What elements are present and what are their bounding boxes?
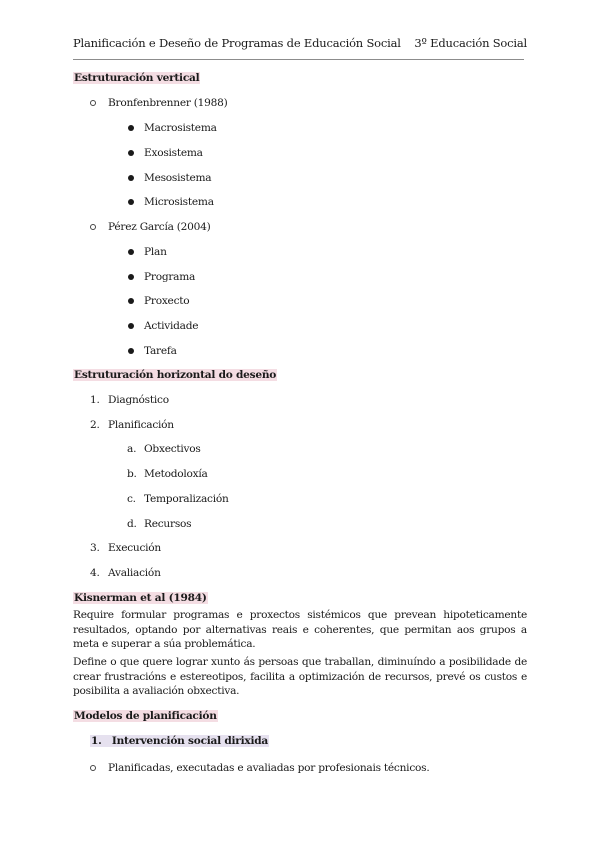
list-letter: d. xyxy=(127,518,137,530)
open-circle-bullet-icon xyxy=(90,765,96,771)
list-number: 4. xyxy=(90,567,100,579)
page-header xyxy=(73,36,527,52)
list-letter: b. xyxy=(127,468,137,480)
list-item: Recursos xyxy=(144,518,192,530)
filled-bullet-icon xyxy=(128,348,134,354)
paragraph-kisnerman-1: Require formular programas e proxectos sistémicos que prevean hipoteticamente resultados, optando por alternativas reais e coherentes, que permitan aos grupos a meta e superar a súa problemática. xyxy=(73,609,527,650)
header-divider xyxy=(73,59,524,60)
list-letter: a. xyxy=(127,443,137,455)
filled-bullet-icon xyxy=(128,249,134,255)
list-item-execucion: Execución xyxy=(108,542,162,554)
list-item: Metodoloxía xyxy=(144,468,208,480)
list-number: 3. xyxy=(90,542,100,554)
list-item: Temporalización xyxy=(144,493,229,505)
filled-bullet-icon xyxy=(128,125,134,131)
list-item: Macrosistema xyxy=(144,122,217,134)
list-item: Exosistema xyxy=(144,147,203,159)
section-heading-vertical: Estruturación vertical xyxy=(74,72,200,84)
filled-bullet-icon xyxy=(128,150,134,156)
filled-bullet-icon xyxy=(128,298,134,304)
section-heading-horizontal: Estruturación horizontal do deseño xyxy=(74,369,277,381)
filled-bullet-icon xyxy=(128,175,134,181)
list-number: 1. xyxy=(90,394,100,406)
list-item-perez-garcia: Pérez García (2004) xyxy=(108,221,211,233)
open-circle-bullet-icon xyxy=(90,100,96,106)
subheading-title: Intervención social dirixida xyxy=(111,735,269,747)
subheading-intervencion xyxy=(90,735,269,747)
section-heading-kisnerman: Kisnerman et al (1984) xyxy=(74,592,207,604)
paragraph-kisnerman-2: Define o que quere lograr xunto ás persoas que traballan, diminuíndo a posibilidade de crear frustracións e estereotipos, facilita a optimización de recursos, prevé os custos e posibilita a avaliación obxectiva. xyxy=(73,656,527,697)
filled-bullet-icon xyxy=(128,199,134,205)
list-item: Plan xyxy=(144,246,167,258)
list-item: Programa xyxy=(144,271,196,283)
filled-bullet-icon xyxy=(128,274,134,280)
header-course-year: 3º Educación Social xyxy=(414,36,527,50)
list-item-bronfenbrenner: Bronfenbrenner (1988) xyxy=(108,97,228,109)
list-item-diagnostico: Diagnóstico xyxy=(108,394,169,406)
open-circle-bullet-icon xyxy=(90,224,96,230)
list-item: Actividade xyxy=(144,320,199,332)
subheading-number: 1. xyxy=(91,735,102,747)
header-course-title: Planificación e Deseño de Programas de Educación Social xyxy=(73,36,401,50)
list-item: Microsistema xyxy=(144,196,214,208)
list-item: Mesosistema xyxy=(144,172,212,184)
list-item-planificadas: Planificadas, executadas e avaliadas por profesionais técnicos. xyxy=(108,762,430,774)
list-item-avaliacion: Avaliación xyxy=(108,567,161,579)
list-item-planificacion: Planificación xyxy=(108,419,174,431)
list-number: 2. xyxy=(90,419,100,431)
list-letter: c. xyxy=(127,493,136,505)
list-item: Proxecto xyxy=(144,295,190,307)
list-item: Obxectivos xyxy=(144,443,201,455)
list-item: Tarefa xyxy=(144,345,177,357)
filled-bullet-icon xyxy=(128,323,134,329)
section-heading-modelos: Modelos de planificación xyxy=(74,710,217,722)
